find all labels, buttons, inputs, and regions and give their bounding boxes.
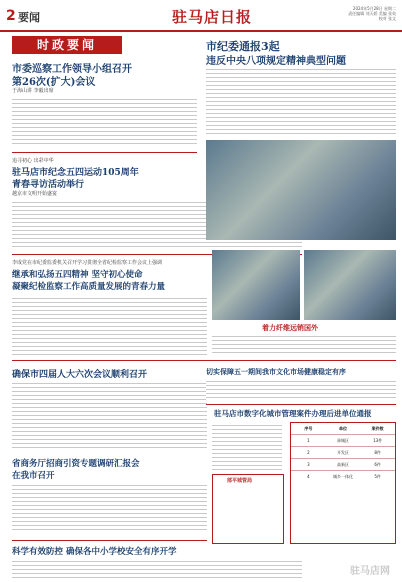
divider [12, 540, 207, 541]
article-body [12, 558, 302, 580]
article-title-line2: 第26次(扩大)会议 [12, 77, 96, 88]
article-title: 继承和弘扬五四精神 坚守初心使命 [12, 270, 143, 280]
table-row: 1 驿城区 13件 [291, 434, 395, 446]
divider [12, 360, 396, 361]
article-body [12, 295, 207, 355]
article-body [12, 380, 207, 450]
news-photo [212, 250, 300, 320]
article-title: 科学有效防控 确保各中小学校安全有序开学 [12, 547, 177, 557]
article-body [212, 422, 282, 470]
article-title: 切实保障五一期间我市文化市场健康稳定有序 [206, 367, 346, 376]
table-row: 序号 单位 案件数 [304, 425, 384, 431]
article-body [12, 482, 207, 532]
article-title-line2: 青春寻访活动举行 [12, 180, 85, 190]
article-body [206, 378, 396, 400]
photo-caption [212, 333, 396, 353]
section-name: 要闻 [18, 11, 40, 24]
meta-line: 校对 张文 [378, 16, 396, 21]
article-title-line2: 在我市召开 [12, 471, 55, 481]
article-subtitle: 越京市文明开始盛宴 [12, 191, 58, 197]
site-watermark: 驻马店网 [350, 566, 390, 577]
article-kicker: 追寻初心 出彩中华 [12, 158, 54, 164]
table-row: 3 高新区 6件 [291, 458, 395, 470]
photo-caption-title: 着力纤维远销国外 [262, 323, 318, 332]
case-table [290, 422, 396, 544]
article-title: 驻马店市纪念五四运动105周年 [12, 168, 139, 178]
divider [12, 152, 197, 153]
table-row: 4 城乡一体化 5件 [291, 470, 395, 482]
article-title-line2: 凝聚纪检监察工作高质量发展的青春力量 [12, 282, 166, 292]
article-body [12, 96, 197, 146]
article-body [206, 66, 396, 134]
section-banner: 时政要闻 [12, 36, 122, 54]
meta-line: 2024年5月28日 星期二 [352, 6, 396, 11]
main-article-title: 市纪委通报3起 [206, 40, 280, 53]
case-table-small [212, 474, 284, 544]
divider [206, 404, 396, 405]
main-article-title-line2: 违反中央八项规定精神典型问题 [206, 56, 346, 67]
article-subtitle: 于海山讲 李毅出席 [12, 88, 54, 94]
news-photo [304, 250, 396, 320]
page-number: 2 [6, 8, 16, 24]
article-kicker: 李成党在市纪委监委机关召开学习贯彻全省纪检监察工作会议上强调 [12, 260, 163, 266]
news-photo [206, 140, 396, 240]
table-title: 部平城管局 [227, 478, 253, 484]
meta-line: 责任编辑 刘天娇 美编 张英 [348, 11, 396, 16]
table-row: 2 开发区 8件 [291, 446, 395, 458]
newspaper-logo: 驻马店日报 [172, 8, 253, 26]
article-title: 市委巡察工作领导小组召开 [12, 64, 132, 75]
issue-meta [316, 6, 396, 21]
article-title: 省商务厅招商引资专题调研汇报会 [12, 459, 140, 469]
article-title: 确保市四届人大六次会议顺利召开 [12, 370, 148, 380]
article-title: 驻马店市数字化城市管理案件办理后进单位通报 [214, 409, 372, 418]
